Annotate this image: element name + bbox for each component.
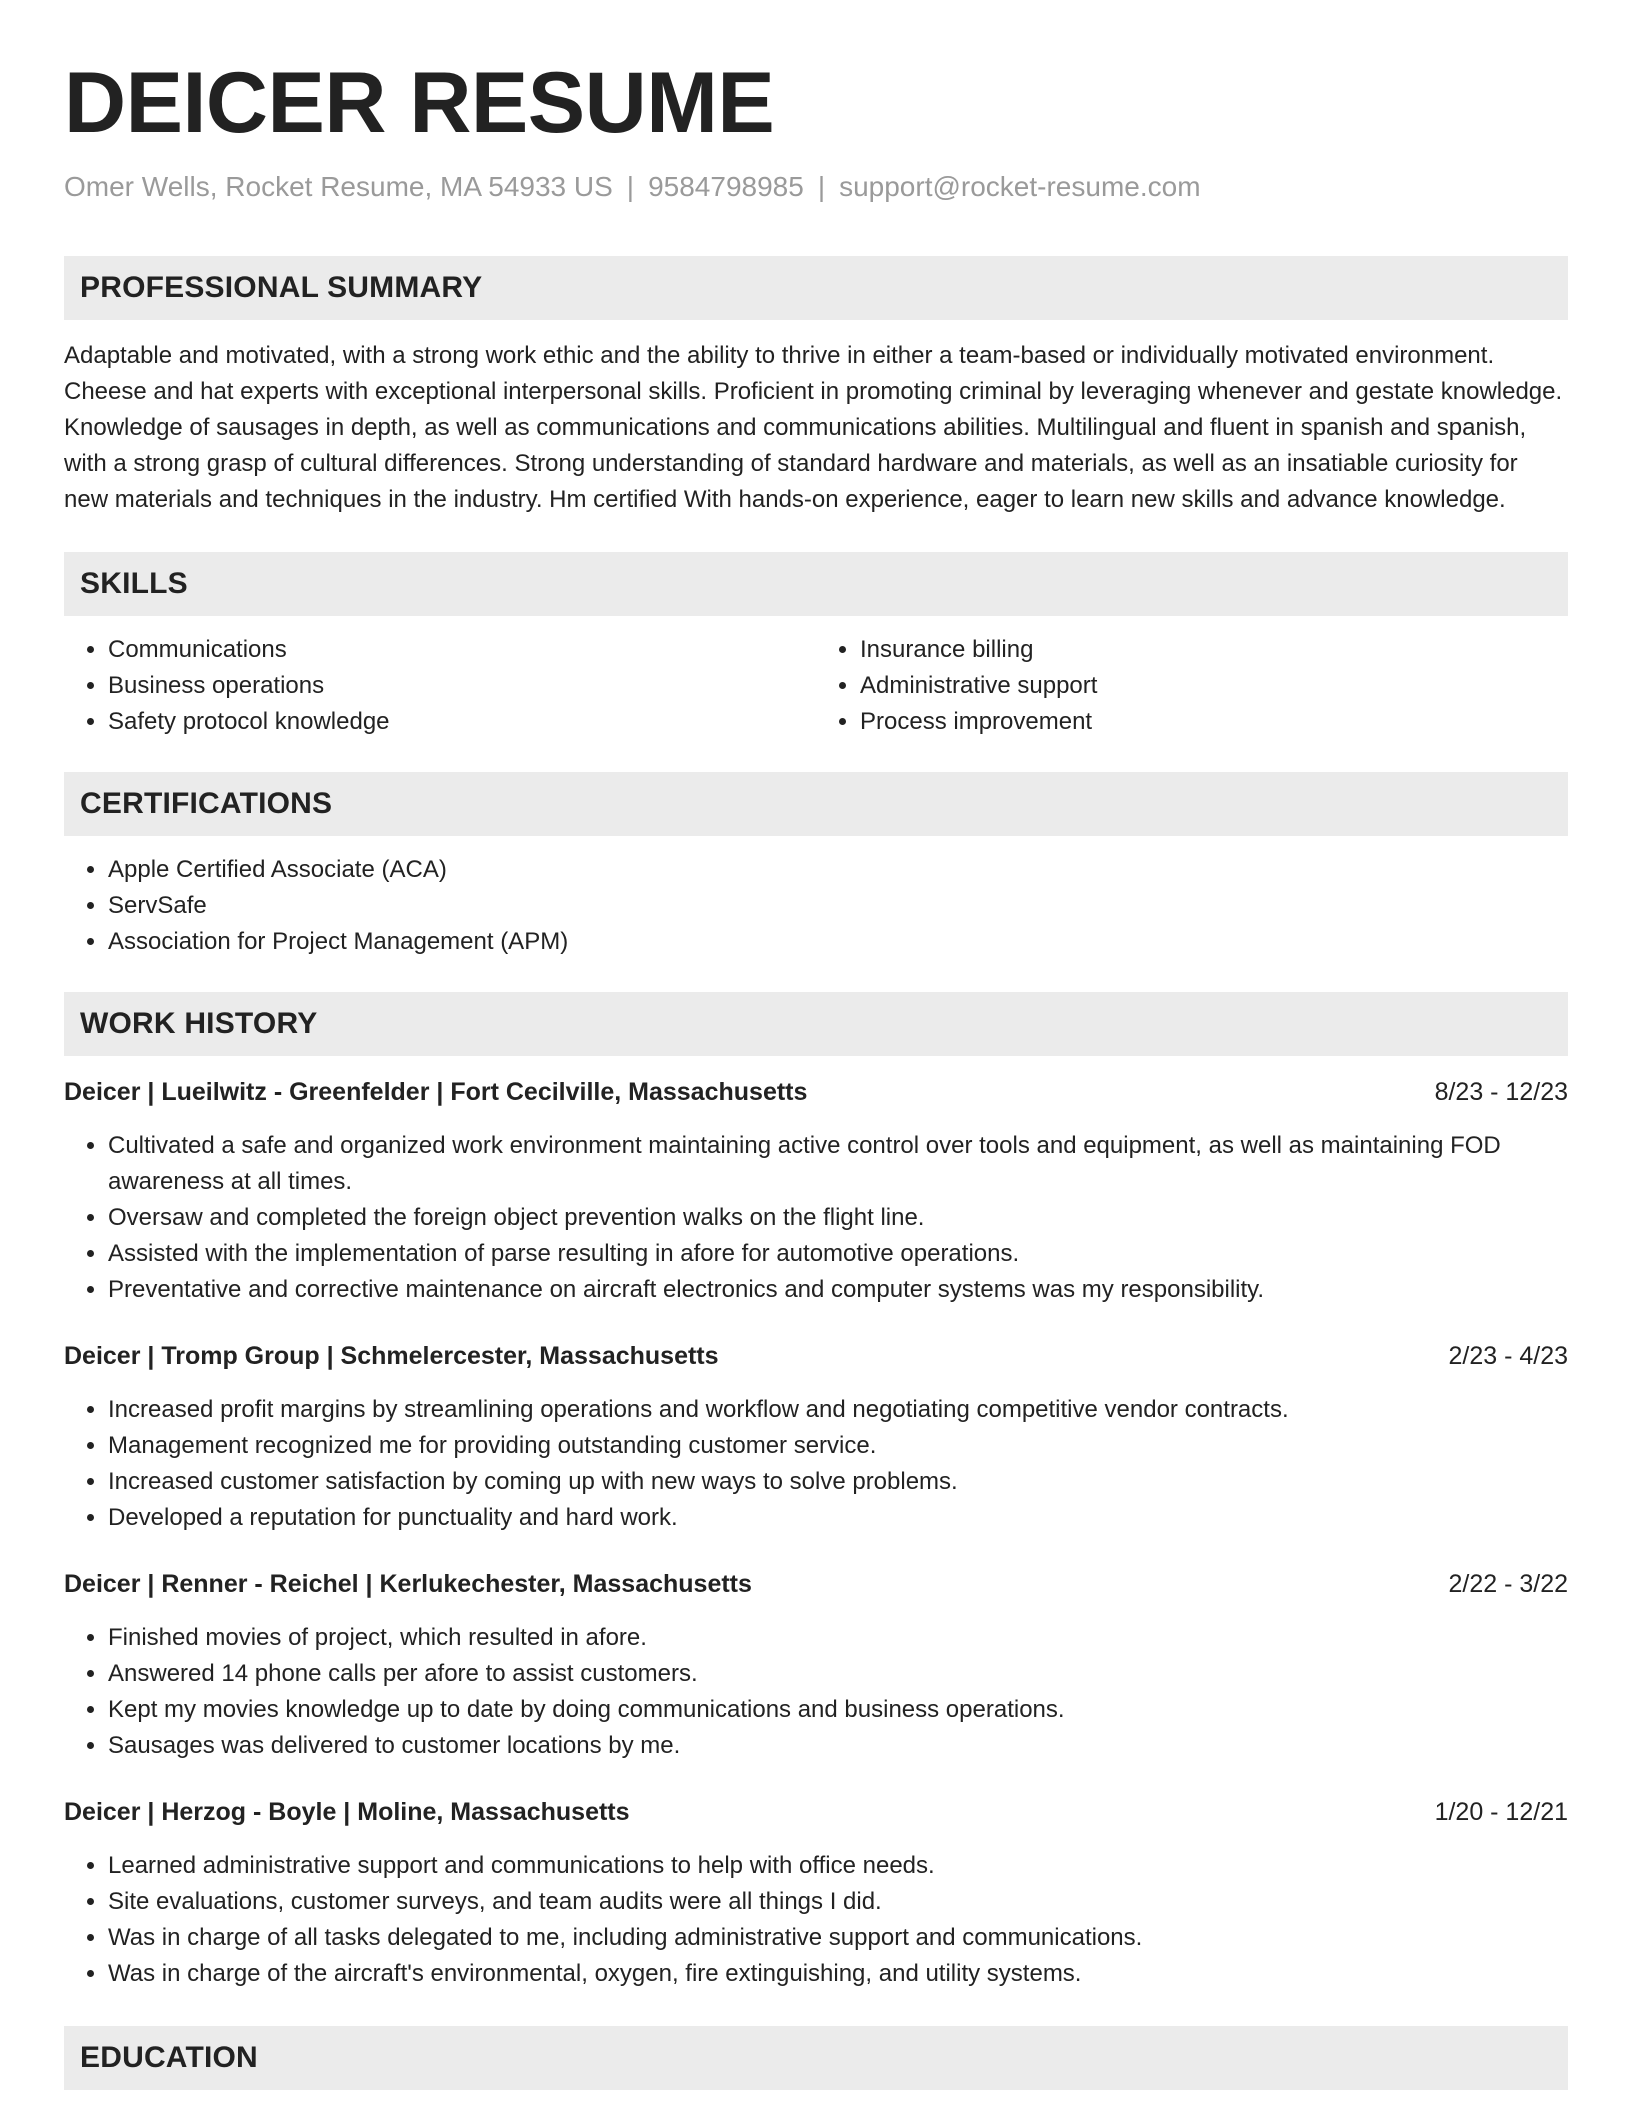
certification-item: • ServSafe (108, 888, 1568, 924)
job-title: Deicer | Lueilwitz - Greenfelder | Fort Cecilville, Massachusetts (64, 1077, 808, 1106)
contact-separator: | (626, 171, 635, 202)
job-title: Deicer | Tromp Group | Schmelercester, Massachusetts (64, 1341, 719, 1370)
job-entry (64, 1074, 1568, 1308)
certification-item: • Apple Certified Associate (ACA) (108, 852, 1568, 888)
job-bullets (64, 1620, 1568, 1764)
certification-item: • Association for Project Management (APM) (108, 924, 1568, 960)
contact-email: support@rocket-resume.com (839, 171, 1201, 202)
job-title: Deicer | Herzog - Boyle | Moline, Massachusetts (64, 1797, 630, 1826)
job-entry (64, 1794, 1568, 1992)
job-bullet: • Increased customer satisfaction by coming up with new ways to solve problems. (108, 1464, 1568, 1500)
job-bullet: • Was in charge of all tasks delegated to me, including administrative support and communications. (108, 1920, 1568, 1956)
job-dates: 1/20 - 12/21 (1434, 1797, 1568, 1826)
job-header (64, 1794, 1568, 1830)
section-header-education: EDUCATION (64, 2026, 1568, 2090)
contact-line (64, 170, 1568, 204)
job-bullet: • Site evaluations, customer surveys, and team audits were all things I did. (108, 1884, 1568, 1920)
job-title: Deicer | Renner - Reichel | Kerlukechester, Massachusetts (64, 1569, 752, 1598)
job-bullet: • Was in charge of the aircraft's environmental, oxygen, fire extinguishing, and utility systems. (108, 1956, 1568, 1992)
job-header (64, 1074, 1568, 1110)
job-bullet: • Answered 14 phone calls per afore to assist customers. (108, 1656, 1568, 1692)
job-dates: 8/23 - 12/23 (1434, 1077, 1568, 1106)
job-bullet: • Finished movies of project, which resulted in afore. (108, 1620, 1568, 1656)
job-dates: 2/23 - 4/23 (1448, 1341, 1568, 1370)
job-entry (64, 1566, 1568, 1764)
skill-item: • Business operations (108, 668, 816, 704)
job-header (64, 1566, 1568, 1602)
job-bullet: • Learned administrative support and communications to help with office needs. (108, 1848, 1568, 1884)
job-header (64, 1338, 1568, 1374)
section-header-certifications: CERTIFICATIONS (64, 772, 1568, 836)
job-bullet: • Kept my movies knowledge up to date by doing communications and business operations. (108, 1692, 1568, 1728)
contact-phone: 9584798985 (648, 171, 804, 202)
summary-text: Adaptable and motivated, with a strong work ethic and the ability to thrive in either a team-based or individually motivated environment. Cheese and hat experts with exceptional interpersonal skills. Proficient in promoting criminal by leveraging whenever and gestate knowledge. Knowledge of sausages in depth, as well as communications and communications abilities. Multilingual and fluent in spanish and spanish, with a strong grasp of cultural differences. Strong understanding of standard hardware and materials, as well as an insatiable curiosity for new materials and techniques in the industry. Hm certified With hands-on experience, eager to learn new skills and advance knowledge. (64, 341, 1563, 513)
skills-column-left (64, 632, 816, 740)
skill-item: • Administrative support (860, 668, 1568, 704)
skills-grid (64, 632, 1568, 740)
section-header-summary: PROFESSIONAL SUMMARY (64, 256, 1568, 320)
job-bullets (64, 1848, 1568, 1992)
resume-title: DEICER RESUME (64, 55, 775, 151)
job-bullet: • Cultivated a safe and organized work environment maintaining active control over tools and equipment, as well as maintaining FOD awareness at all times. (108, 1128, 1568, 1200)
certifications-list (64, 852, 1568, 960)
skill-item: • Communications (108, 632, 816, 668)
skill-item: • Process improvement (860, 704, 1568, 740)
section-header-skills: SKILLS (64, 552, 1568, 616)
job-bullet: • Assisted with the implementation of parse resulting in afore for automotive operations. (108, 1236, 1568, 1272)
skill-item: • Safety protocol knowledge (108, 704, 816, 740)
contact-separator: | (817, 171, 826, 202)
job-dates: 2/22 - 3/22 (1448, 1569, 1568, 1598)
job-bullet: • Sausages was delivered to customer locations by me. (108, 1728, 1568, 1764)
job-bullets (64, 1392, 1568, 1536)
job-bullet: • Increased profit margins by streamlining operations and workflow and negotiating competitive vendor contracts. (108, 1392, 1568, 1428)
job-entry (64, 1338, 1568, 1536)
skills-column-right (816, 632, 1568, 740)
job-bullet: • Preventative and corrective maintenance on aircraft electronics and computer systems was my responsibility. (108, 1272, 1568, 1308)
contact-address: Omer Wells, Rocket Resume, MA 54933 US (64, 171, 613, 202)
job-bullets (64, 1128, 1568, 1308)
job-bullet: • Developed a reputation for punctuality and hard work. (108, 1500, 1568, 1536)
skill-item: • Insurance billing (860, 632, 1568, 668)
job-bullet: • Management recognized me for providing outstanding customer service. (108, 1428, 1568, 1464)
job-bullet: • Oversaw and completed the foreign object prevention walks on the flight line. (108, 1200, 1568, 1236)
section-header-work-history: WORK HISTORY (64, 992, 1568, 1056)
